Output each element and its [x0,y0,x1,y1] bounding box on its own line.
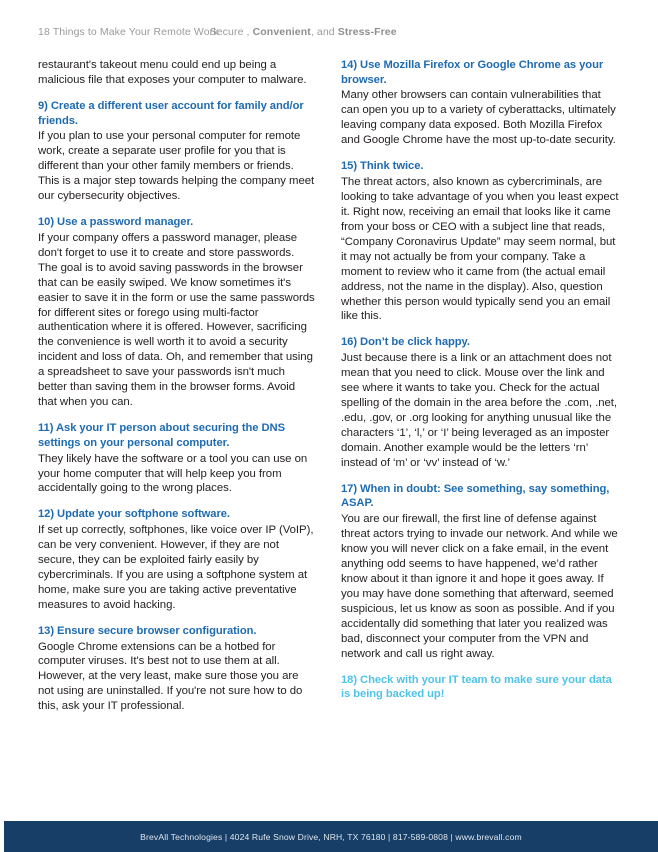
item-12-body: If set up correctly, softphones, like voice over IP (VoIP), can be very convenient. However, if they are not secure, they can be exploited fairly easily by cybercriminals. If you are using a softphone system at home, make sure you are taking active preventative measures to avoid hacking. [38,524,314,611]
item-9-body: If you plan to use your personal computer for remote work, create a separate user profile for you that is different than your other family members or friends. This is a major step towards helping the company meet our cybersecurity objectives. [38,130,315,203]
left-column [38,58,316,714]
item-16-body: Just because there is a link or an attachment does not mean that you need to click. Mouse over the link and see where it wants to take you. Check for the actual spelling of the domain in the area before the .com, .net, .edu, .gov, or .org looking for anything unusual like the characters ‘1’, ‘l,’ or ‘I’ being leveraged as an imposter domain. Another example would be the letters ‘rn’ instead of ‘m’ or ‘vv’ instead of ‘w.’ [341,352,618,469]
item-16-heading: 16) Don’t be click happy. [341,336,470,349]
item-17-heading: 17) When in doubt: See something, say something, ASAP. [341,482,610,510]
article-item-14 [341,58,619,148]
article-item-15 [341,159,619,324]
paragraph-continuation [38,58,316,88]
header-title-bold-convenient: Convenient [252,26,311,38]
article-item-18 [341,673,619,702]
item-14-heading: 14) Use Mozilla Firefox or Google Chrome as your browser. [341,59,604,86]
item-12-heading: 12) Update your softphone software. [38,508,230,521]
item-14-body: Many other browsers can contain vulnerabilities that can open you up to a variety of cyberattacks, ultimately leaving company data exposed. Both Mozilla Firefox and Google Chrome have the most up-to-date security. [341,89,616,147]
item-9-heading: 9) Create a different user account for family and/or friends. [38,99,304,127]
article-item-12 [38,507,316,612]
article-item-17 [341,482,619,662]
item-15-heading: 15) Think twice. [341,160,424,173]
header-title-bold-stressfree: Stress-Free [337,26,397,38]
article-item-11 [38,421,316,496]
article-item-9 [38,99,316,204]
item-18-heading: 18) Check with your IT team to make sure your data is being backed up! [341,673,612,701]
article-item-13 [38,624,316,714]
page-running-header [38,26,620,42]
item-13-body: Google Chrome extensions can be a hotbed for computer viruses. It's best not to use them at all. However, at the very least, make sure those you are not using are uninstalled. If you're not sure how to do this, ask your IT professional. [38,640,303,713]
header-title-lead: 18 Things to Make Your Remote Work [38,26,219,38]
item-17-body: You are our firewall, the first line of defense against threat actors trying to invade our network. And while we know you will never click on a fake email, in the event anything odd seems to have happened, we’d rather know about it than ignore it and hope it goes away. If you may have done something that afterward, seemed suspicious, let us know as soon as possible. And if you accidentally did something that later you realized was bad, disconnect your computer from the VPN and network and call us right away. [341,513,618,660]
header-title-mid: , and [310,26,338,38]
item-10-heading: 10) Use a password manager. [38,216,194,229]
item-11-heading: 11) Ask your IT person about securing the DNS settings on your personal computer. [38,422,285,449]
footer-contact-text: BrevAll Technologies | 4024 Rufe Snow Drive, NRH, TX 76180 | 817-589-0808 | www.brevall.com [140,831,522,842]
continuation-text: restaurant's takeout menu could end up being a malicious file that exposes your computer to malware. [38,59,307,86]
article-item-10 [38,215,316,410]
item-10-body: If your company offers a password manager, please don't forget to use it to create and store passwords. The goal is to avoid saving passwords in the browser that can be easily swiped. We know sometimes it's easier to save it in the form or use the same passwords for different sites or forego using multi-factor authentication where it is offered. However, sacrificing the convenience is well worth it to avoid a security incident and loss of data. Oh, and remember that using a spreadsheet to save your passwords isn't much better than saving them in the browser forms. Avoid that when you can. [38,231,315,409]
item-15-body: The threat actors, also known as cybercriminals, are looking to take advantage of you when you least expect it. Right now, receiving an email that looks like it came from your boss or CEO with a subject line that reads, “Company Coronavirus Update” may seem normal, but it may not actually be from your company. Take a moment to review who it came from (the actual email address, not the name in the display). Also, question whether this person would typically send you an email like this. [341,175,619,323]
article-item-16 [341,335,619,470]
item-13-heading: 13) Ensure secure browser configuration. [38,624,257,637]
item-11-body: They likely have the software or a tool you can use on your home computer that will help keep you from accidentally going to the wrong places. [38,452,308,495]
page-footer-bar [4,821,658,852]
header-title-overlap: Secure , [209,26,250,38]
article-columns [38,58,620,714]
right-column [341,58,619,714]
